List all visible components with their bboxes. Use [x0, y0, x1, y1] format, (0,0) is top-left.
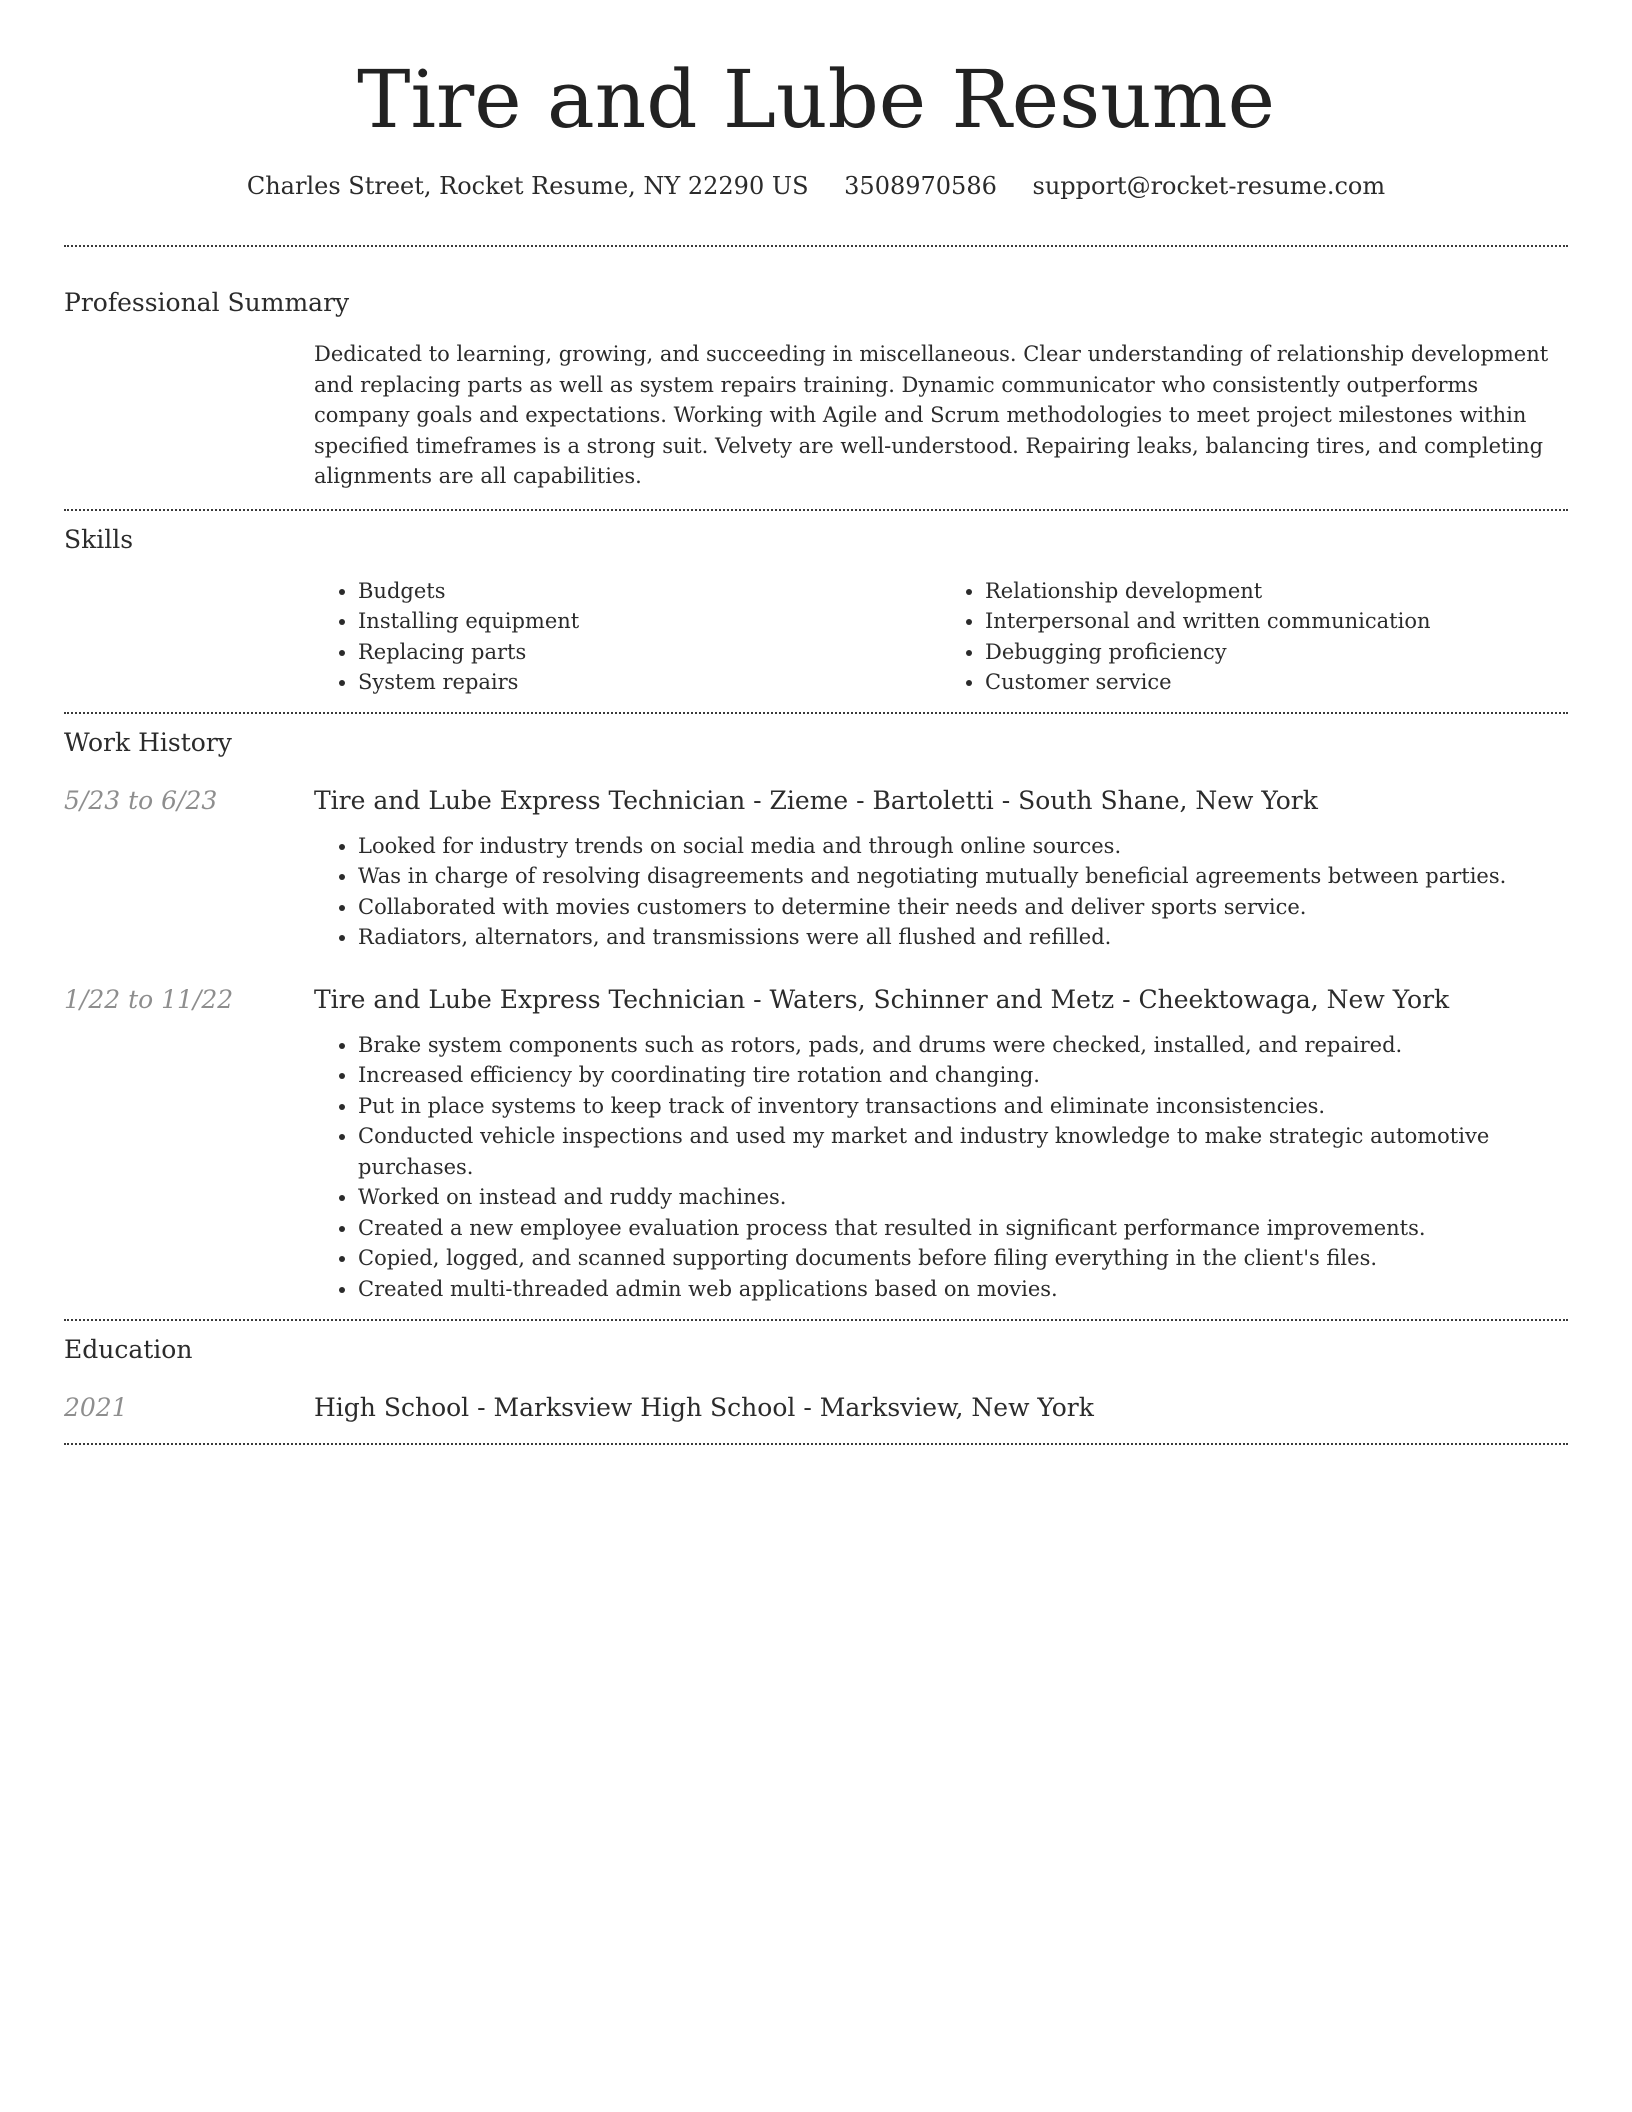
- skill-item: • System repairs: [358, 667, 941, 698]
- skills-list-left: [314, 576, 941, 698]
- education-section: [64, 1333, 1568, 1425]
- divider: [64, 245, 1568, 247]
- skill-item: • Installing equipment: [358, 606, 941, 637]
- skill-item: • Budgets: [358, 576, 941, 607]
- job-bullet: • Radiators, alternators, and transmissions were all flushed and refilled.: [358, 922, 1568, 953]
- education-heading: High School - Marksview High School - Marksview, New York: [314, 1393, 1094, 1422]
- job-bullet: • Collaborated with movies customers to determine their needs and deliver sports service.: [358, 892, 1568, 923]
- job-bullet: • Created multi-threaded admin web applications based on movies.: [358, 1274, 1568, 1305]
- education-year: 2021: [64, 1393, 128, 1422]
- job-bullet: • Put in place systems to keep track of inventory transactions and eliminate inconsistencies.: [358, 1091, 1568, 1122]
- section-title-skills: Skills: [64, 524, 134, 554]
- section-title-education: Education: [64, 1335, 193, 1364]
- skills-left-spacer: [64, 576, 314, 698]
- divider: [64, 509, 1568, 511]
- skill-item: • Customer service: [985, 667, 1568, 698]
- section-title-work-history: Work History: [64, 727, 232, 757]
- divider: [64, 712, 1568, 714]
- skill-item: • Relationship development: [985, 576, 1568, 607]
- job-bullet: • Was in charge of resolving disagreements and negotiating mutually beneficial agreements between parties.: [358, 861, 1568, 892]
- job-bullet: • Looked for industry trends on social media and through online sources.: [358, 831, 1568, 862]
- skill-item: • Replacing parts: [358, 637, 941, 668]
- resume-title: Tire and Lube Resume: [357, 53, 1275, 146]
- skill-item: • Interpersonal and written communication: [985, 606, 1568, 637]
- divider: [64, 1319, 1568, 1321]
- education-entry: [64, 1391, 1568, 1425]
- job-entry: [64, 784, 1568, 953]
- job-bullet: • Conducted vehicle inspections and used my market and industry knowledge to make strategic automotive purchases.: [358, 1121, 1568, 1182]
- job-bullet: • Copied, logged, and scanned supporting documents before filing everything in the client's files.: [358, 1243, 1568, 1274]
- summary-left-spacer: [64, 339, 314, 492]
- job-bullet: • Increased efficiency by coordinating tire rotation and changing.: [358, 1060, 1568, 1091]
- job-heading: Tire and Lube Express Technician - Waters, Schinner and Metz - Cheektowaga, New York: [314, 984, 1450, 1014]
- job-bullets: [314, 1030, 1568, 1305]
- contact-line: [64, 166, 1568, 206]
- skills-section: [64, 523, 1568, 698]
- job-dates: 1/22 to 11/22: [64, 984, 234, 1014]
- resume-page: [64, 0, 1568, 1445]
- professional-summary-section: [64, 286, 1568, 492]
- work-history-section: [64, 726, 1568, 1305]
- job-bullet: • Worked on instead and ruddy machines.: [358, 1182, 1568, 1213]
- divider: [64, 1443, 1568, 1445]
- job-bullet: • Brake system components such as rotors, pads, and drums were checked, installed, and repaired.: [358, 1030, 1568, 1061]
- skill-item: • Debugging proficiency: [985, 637, 1568, 668]
- contact-email: support@rocket-resume.com: [1032, 172, 1386, 200]
- job-bullet: • Created a new employee evaluation process that resulted in significant performance improvements.: [358, 1213, 1568, 1244]
- job-bullets: [314, 831, 1568, 953]
- job-heading: Tire and Lube Express Technician - Zieme - Bartoletti - South Shane, New York: [314, 785, 1318, 815]
- skills-list-right: [941, 576, 1568, 698]
- contact-address: Charles Street, Rocket Resume, NY 22290 US: [246, 172, 809, 200]
- job-dates: 5/23 to 6/23: [64, 785, 218, 815]
- section-title-professional-summary: Professional Summary: [64, 288, 350, 317]
- contact-phone: 3508970586: [844, 172, 997, 200]
- job-entry: [64, 983, 1568, 1305]
- summary-text: Dedicated to learning, growing, and succeeding in miscellaneous. Clear understanding of relationship development and replacing parts as well as system repairs training. Dynamic communicator who consistently outperforms company goals and expectations. Working with Agile and Scrum methodologies to meet project milestones within specified timeframes is a strong suit. Velvety are well-understood. Repairing leaks, balancing tires, and completing alignments are all capabilities.: [314, 342, 1549, 488]
